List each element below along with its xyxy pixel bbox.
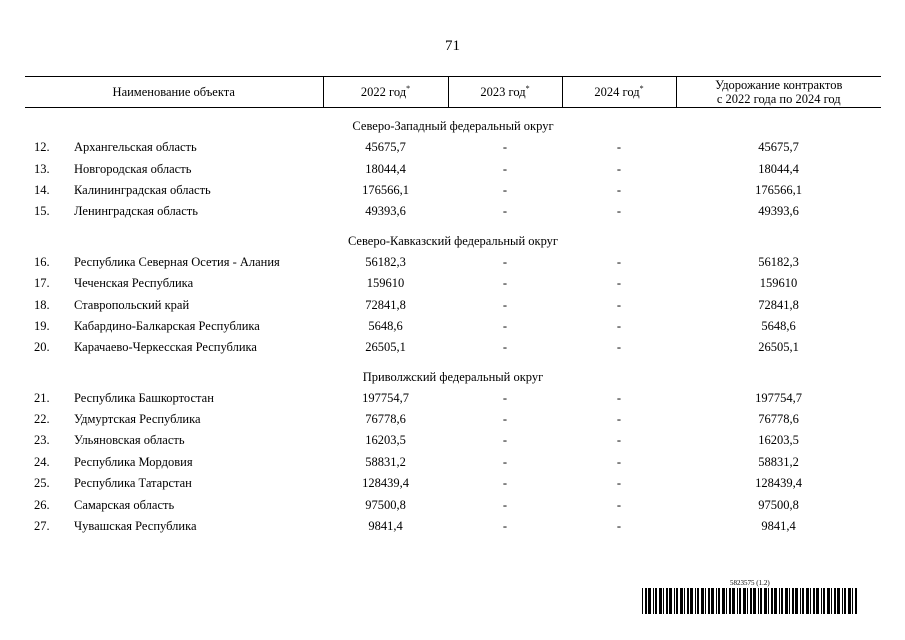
district-title: Северо-Кавказский федеральный округ (347, 233, 559, 248)
region-cell (25, 452, 323, 473)
region-name: Ставропольский край (74, 297, 190, 312)
region-cell (25, 158, 323, 179)
value-2022: 5648,6 (368, 318, 403, 333)
row-number: 15. (34, 204, 50, 219)
table-row (25, 452, 881, 473)
value-2022: 56182,3 (365, 254, 406, 269)
header-row (25, 77, 881, 108)
value-2024: - (616, 412, 622, 427)
value-2023: - (502, 318, 508, 333)
region-name: Новгородская область (74, 161, 192, 176)
row-number: 21. (34, 390, 50, 405)
header-2022 (323, 77, 448, 108)
region-name: Чувашская Республика (74, 519, 197, 534)
spacer-row (25, 359, 881, 367)
barcode-bar (771, 588, 773, 614)
barcode-bar (813, 588, 815, 614)
barcode (642, 579, 858, 615)
row-number: 27. (34, 519, 50, 534)
value-2023: - (502, 476, 508, 491)
region-name: Республика Татарстан (74, 476, 192, 491)
spacer-row (25, 108, 881, 117)
value-total: 16203,5 (758, 433, 799, 448)
region-cell (25, 316, 323, 337)
region-name: Архангельская область (74, 140, 197, 155)
barcode-bar (737, 588, 738, 614)
page-number: 71 (445, 38, 460, 54)
value-2022: 49393,6 (365, 204, 406, 219)
value-total: 58831,2 (758, 454, 799, 469)
district-title: Приволжский федеральный округ (362, 369, 544, 384)
barcode-bar (701, 588, 704, 614)
region-name: Удмуртская Республика (74, 412, 201, 427)
barcode-bar (800, 588, 801, 614)
barcode-bar (837, 588, 840, 614)
barcode-bar (653, 588, 654, 614)
value-2023: - (502, 519, 508, 534)
barcode-bar (695, 588, 696, 614)
barcode-bar (789, 588, 790, 614)
region-cell (25, 388, 323, 409)
value-total: 56182,3 (758, 254, 799, 269)
value-2023: - (502, 204, 508, 219)
region-name: Ульяновская область (74, 433, 185, 448)
table-row (25, 294, 881, 315)
table-row (25, 273, 881, 294)
value-2022: 97500,8 (365, 497, 406, 512)
header-name (25, 77, 323, 108)
table-row (25, 137, 881, 158)
value-2023: - (502, 161, 508, 176)
value-2024: - (616, 497, 622, 512)
value-2024: - (616, 433, 622, 448)
barcode-bar (711, 588, 714, 614)
table-header (25, 77, 881, 108)
table-row (25, 201, 881, 222)
region-cell (25, 273, 323, 294)
table-row (25, 316, 881, 337)
region-name: Республика Башкортостан (74, 390, 214, 405)
barcode-label: 5823575 (1.2) (730, 579, 770, 587)
value-2022: 16203,5 (365, 433, 406, 448)
barcode-bar (743, 588, 746, 614)
barcode-bar (722, 588, 725, 614)
value-2022: 45675,7 (365, 140, 406, 155)
barcode-bar (716, 588, 717, 614)
value-total: 72841,8 (758, 297, 799, 312)
value-total: 45675,7 (758, 140, 799, 155)
region-cell (25, 494, 323, 515)
region-cell (25, 409, 323, 430)
barcode-bar (855, 588, 857, 614)
district-row (25, 231, 881, 252)
barcode-bar (718, 588, 720, 614)
region-name: Республика Мордовия (74, 454, 193, 469)
value-2022: 72841,8 (365, 297, 406, 312)
barcode-bar (747, 588, 748, 614)
row-number: 12. (34, 140, 50, 155)
region-name: Ленинградская область (74, 204, 198, 219)
barcode-bar (816, 588, 819, 614)
value-2024: - (616, 140, 622, 155)
row-number: 20. (34, 340, 50, 355)
spacer-cell (25, 223, 881, 231)
barcode-bar (684, 588, 685, 614)
barcode-bar (768, 588, 769, 614)
value-total: 5648,6 (761, 318, 796, 333)
value-2023: - (502, 276, 508, 291)
value-2022: 26505,1 (365, 340, 406, 355)
table-row (25, 430, 881, 451)
table-row (25, 180, 881, 201)
table-row (25, 409, 881, 430)
value-2023: - (502, 412, 508, 427)
region-cell (25, 252, 323, 273)
value-2024: - (616, 340, 622, 355)
value-2024: - (616, 182, 622, 197)
value-2023: - (502, 454, 508, 469)
value-2023: - (502, 182, 508, 197)
region-cell (25, 473, 323, 494)
spacer-row (25, 223, 881, 231)
barcode-bar (844, 588, 846, 614)
barcode-bar (739, 588, 741, 614)
barcode-bar (708, 588, 710, 614)
barcode-bar (792, 588, 794, 614)
barcode-bar (642, 588, 643, 614)
barcode-bar (750, 588, 752, 614)
barcode-bar (753, 588, 756, 614)
value-2023: - (502, 390, 508, 405)
row-number: 17. (34, 276, 50, 291)
region-cell (25, 294, 323, 315)
value-2022: 128439,4 (362, 476, 409, 491)
barcode-bar (666, 588, 668, 614)
region-cell (25, 430, 323, 451)
row-number: 23. (34, 433, 50, 448)
barcode-bar (823, 588, 825, 614)
value-total: 26505,1 (758, 340, 799, 355)
barcode-bar (758, 588, 759, 614)
value-total: 176566,1 (755, 182, 802, 197)
value-2024: - (616, 390, 622, 405)
value-2024: - (616, 318, 622, 333)
table-row (25, 252, 881, 273)
header-2023-text: 2023 год (480, 85, 526, 99)
table-row (25, 473, 881, 494)
table-row (25, 494, 881, 515)
barcode-bar (827, 588, 830, 614)
barcode-bar (760, 588, 762, 614)
value-total: 97500,8 (758, 497, 799, 512)
barcode-bar (852, 588, 853, 614)
row-number: 16. (34, 254, 50, 269)
barcode-bars (642, 588, 858, 614)
region-name: Калининградская область (74, 182, 211, 197)
barcode-bar (669, 588, 672, 614)
value-2024: - (616, 254, 622, 269)
barcode-bar (831, 588, 832, 614)
value-2022: 176566,1 (362, 182, 409, 197)
region-cell (25, 180, 323, 201)
value-2023: - (502, 433, 508, 448)
barcode-bar (774, 588, 777, 614)
value-2023: - (502, 254, 508, 269)
footnote-mark-2022: * (406, 84, 411, 93)
value-total: 128439,4 (755, 476, 802, 491)
value-2022: 197754,7 (362, 390, 409, 405)
value-2023: - (502, 340, 508, 355)
cost-increase-table (25, 76, 881, 537)
table-row (25, 337, 881, 358)
value-total: 159610 (759, 276, 798, 291)
region-cell (25, 201, 323, 222)
row-number: 24. (34, 454, 50, 469)
row-number: 13. (34, 161, 50, 176)
value-total: 76778,6 (758, 412, 799, 427)
value-2023: - (502, 497, 508, 512)
header-2024-text: 2024 год (594, 85, 640, 99)
barcode-bar (659, 588, 662, 614)
district-title: Северо-Западный федеральный округ (352, 119, 554, 133)
barcode-bar (785, 588, 788, 614)
barcode-bar (690, 588, 693, 614)
barcode-bar (810, 588, 811, 614)
value-2022: 18044,4 (365, 161, 406, 176)
region-name: Чеченская Республика (74, 276, 194, 291)
header-total-line2: с 2022 года по 2024 год (716, 92, 841, 106)
header-2024 (562, 77, 676, 108)
spacer-cell (25, 359, 881, 367)
value-2024: - (616, 276, 622, 291)
value-total: 18044,4 (758, 161, 799, 176)
value-2023: - (502, 140, 508, 155)
region-cell (25, 337, 323, 358)
district-row (25, 367, 881, 388)
barcode-bar (645, 588, 647, 614)
barcode-bar (655, 588, 657, 614)
district-row (25, 116, 881, 137)
barcode-bar (821, 588, 822, 614)
value-total: 49393,6 (758, 204, 799, 219)
barcode-bar (764, 588, 767, 614)
barcode-bar (732, 588, 735, 614)
region-name: Кабардино-Балкарская Республика (74, 318, 260, 333)
footnote-mark-2023: * (525, 84, 530, 93)
barcode-bar (848, 588, 851, 614)
barcode-bar (729, 588, 731, 614)
barcode-bar (779, 588, 780, 614)
barcode-bar (726, 588, 727, 614)
header-name-text: Наименование объекта (112, 85, 235, 99)
row-number: 22. (34, 412, 50, 427)
value-2022: 9841,4 (368, 519, 403, 534)
barcode-bar (795, 588, 798, 614)
barcode-bar (663, 588, 664, 614)
barcode-bar (648, 588, 651, 614)
value-2022: 159610 (366, 276, 405, 291)
value-2024: - (616, 476, 622, 491)
value-2024: - (616, 454, 622, 469)
barcode-bar (806, 588, 809, 614)
barcode-bar (687, 588, 689, 614)
barcode-bar (842, 588, 843, 614)
spacer-cell (25, 108, 881, 117)
value-2022: 76778,6 (365, 412, 406, 427)
header-total-line1: Удорожание контрактов (715, 78, 843, 92)
row-number: 25. (34, 476, 50, 491)
barcode-bar (680, 588, 683, 614)
region-name: Республика Северная Осетия - Алания (74, 254, 280, 269)
barcode-bar (697, 588, 699, 614)
value-2023: - (502, 297, 508, 312)
region-name: Карачаево-Черкесская Республика (74, 340, 257, 355)
row-number: 26. (34, 497, 50, 512)
value-total: 197754,7 (755, 390, 802, 405)
row-number: 18. (34, 297, 50, 312)
table-body (25, 108, 881, 538)
row-number: 19. (34, 318, 50, 333)
value-2024: - (616, 519, 622, 534)
barcode-bar (674, 588, 675, 614)
barcode-bar (834, 588, 836, 614)
header-total (676, 77, 881, 108)
header-2022-text: 2022 год (360, 85, 407, 99)
region-name: Самарская область (74, 497, 175, 512)
barcode-bar (781, 588, 783, 614)
value-2024: - (616, 204, 622, 219)
region-cell (25, 137, 323, 158)
barcode-bar (676, 588, 678, 614)
row-number: 14. (34, 182, 50, 197)
table-row (25, 516, 881, 537)
value-2024: - (616, 161, 622, 176)
barcode-bar (705, 588, 706, 614)
region-cell (25, 516, 323, 537)
table-row (25, 158, 881, 179)
barcode-bar (802, 588, 804, 614)
value-2022: 58831,2 (365, 454, 406, 469)
value-2024: - (616, 297, 622, 312)
footnote-mark-2024: * (639, 84, 644, 93)
table-row (25, 388, 881, 409)
header-2023 (448, 77, 562, 108)
value-total: 9841,4 (761, 519, 796, 534)
